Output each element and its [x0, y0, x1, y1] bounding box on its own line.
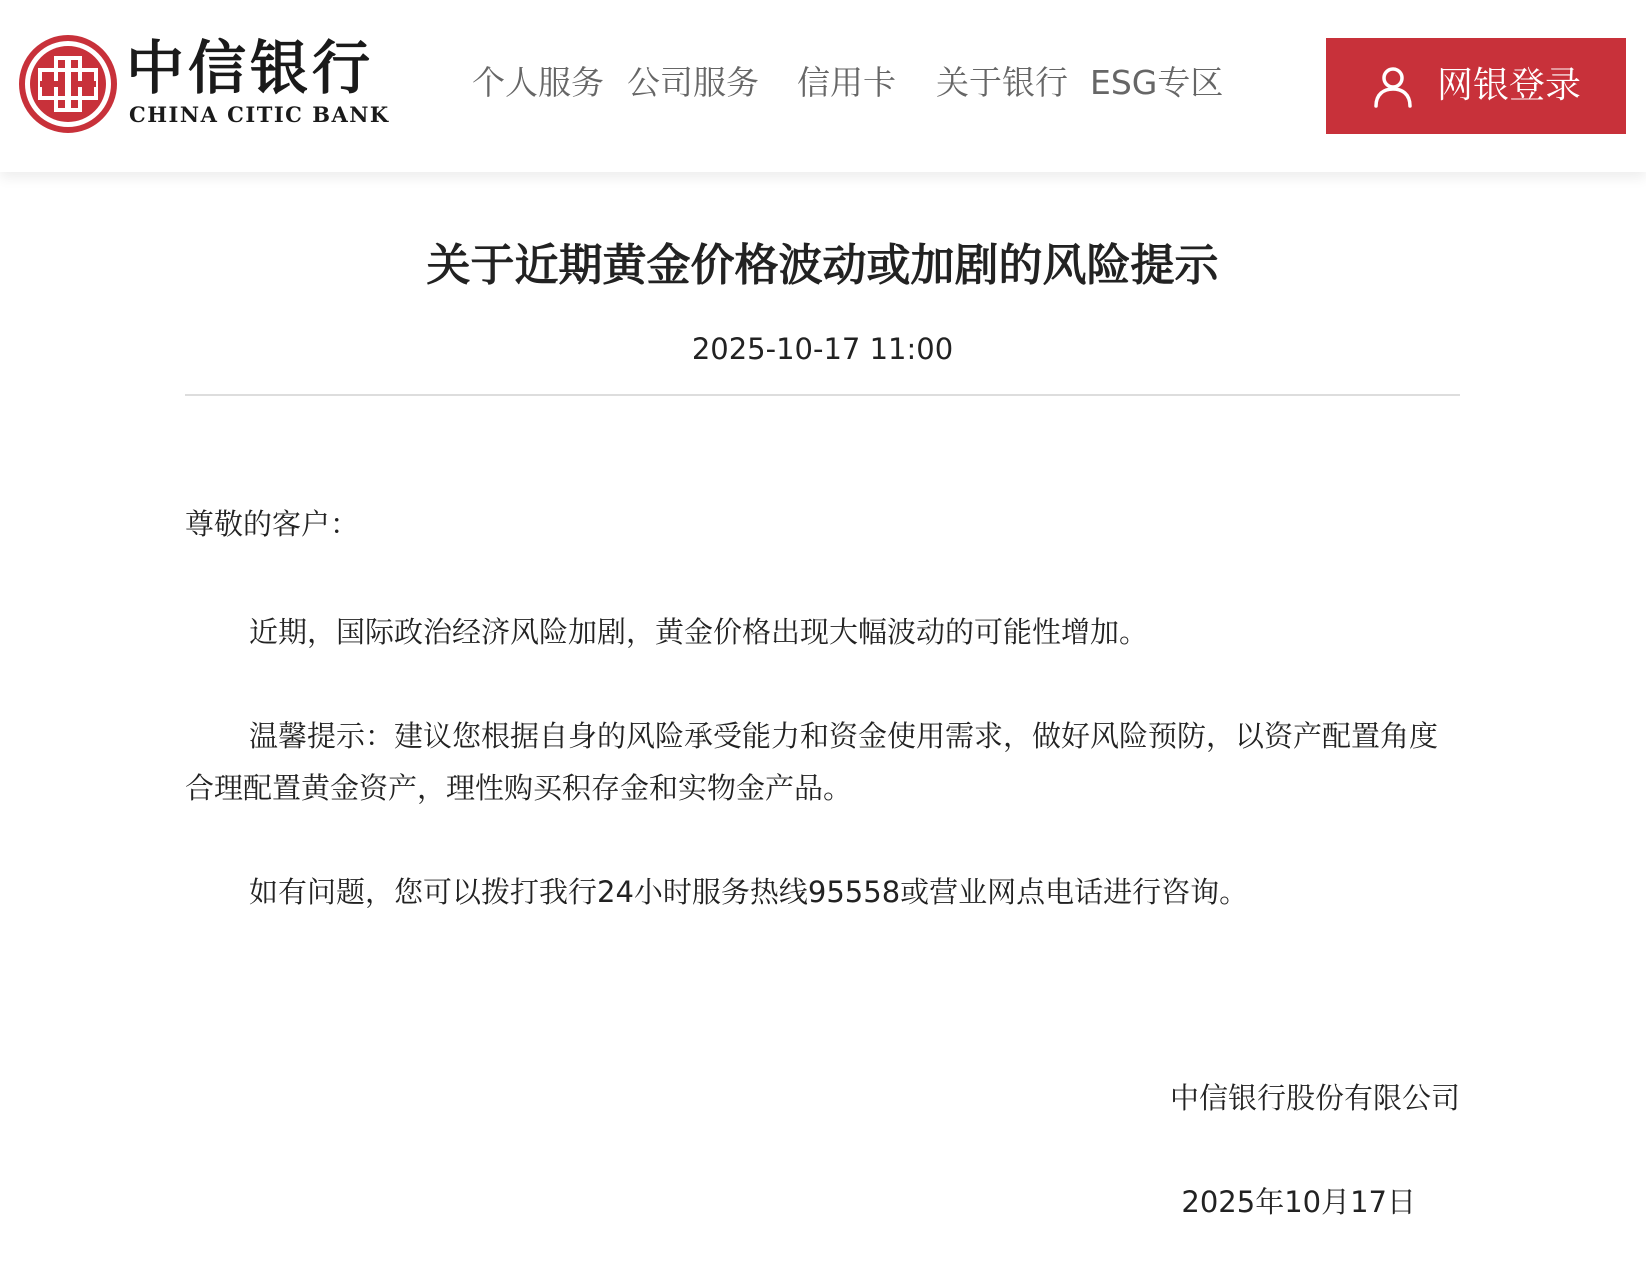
- nav-item-corporate[interactable]: 公司服务: [627, 63, 759, 102]
- site-header: [0, 0, 1646, 172]
- brand-logo[interactable]: [18, 34, 388, 134]
- article-paragraph: 近期，国际政治经济风险加剧，黄金价格出现大幅波动的可能性增加。: [249, 615, 1149, 649]
- signature-date: 2025年10月17日: [1181, 1185, 1416, 1219]
- nav-item-credit-card[interactable]: 信用卡: [797, 63, 896, 102]
- article-salutation: 尊敬的客户：: [185, 507, 360, 541]
- nav-item-esg[interactable]: ESG专区: [1090, 63, 1224, 102]
- article: [185, 172, 1460, 1276]
- nav-item-personal[interactable]: 个人服务: [472, 63, 604, 102]
- brand-name-cn: 中信银行: [126, 34, 375, 102]
- main-nav: [472, 58, 1223, 108]
- citic-logo-icon: [18, 34, 118, 134]
- article-paragraph: 如有问题，您可以拨打我行24小时服务热线95558或营业网点电话进行咨询。: [249, 875, 1249, 909]
- online-banking-login-button[interactable]: [1326, 38, 1626, 134]
- signature-company: 中信银行股份有限公司: [1169, 1081, 1460, 1115]
- article-date: 2025-10-17 11:00: [691, 332, 954, 366]
- article-paragraph: 温馨提示：建议您根据自身的风险承受能力和资金使用需求，做好风险预防，以资产配置角度合理配置黄金资产，理性购买积存金和实物金产品。: [185, 719, 1439, 805]
- user-icon: [1371, 64, 1415, 108]
- nav-item-about[interactable]: 关于银行: [936, 63, 1068, 102]
- brand-name-en: CHINA CITIC BANK: [129, 102, 390, 127]
- article-title: 关于近期黄金价格波动或加剧的风险提示: [426, 240, 1219, 291]
- login-label: 网银登录: [1436, 65, 1581, 106]
- article-divider: [185, 394, 1460, 396]
